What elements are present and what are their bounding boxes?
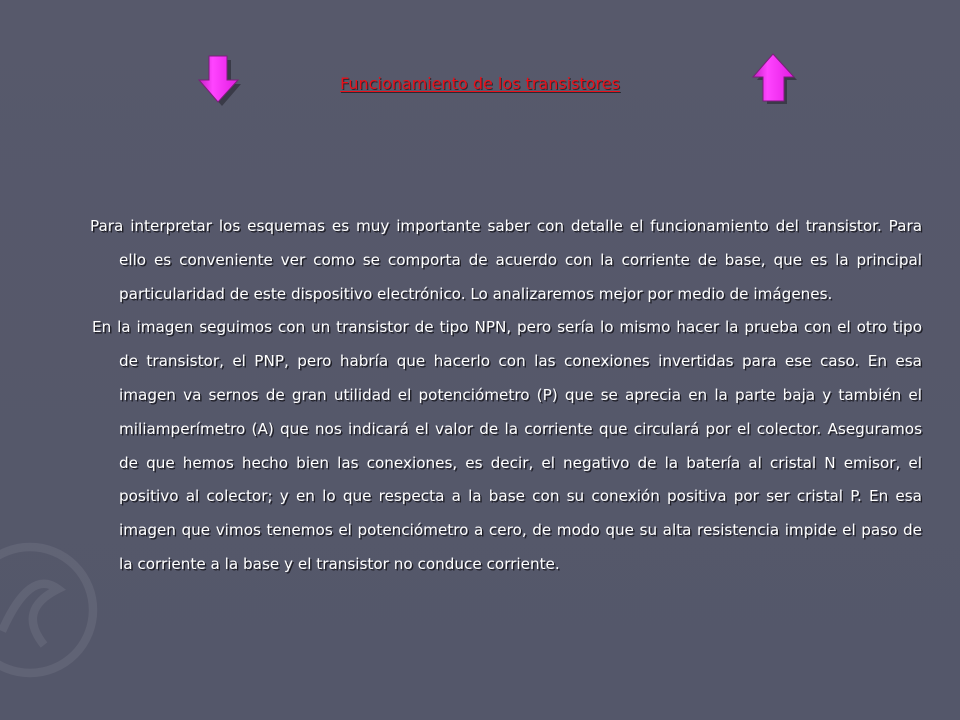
paragraph-npn-experiment: En la imagen seguimos con un transistor de tipo NPN, pero sería lo mismo hacer la prueba con el otro tipo de transistor, el PNP, pero habría que hacerlo con las conexiones invertidas para ese caso. En esa imagen va sernos de gran utilidad el potenciómetro (P) que se aprecia en la parte baja y también el miliamperímetro (A) que nos indicará el valor de la corriente que circulará por el colector. Aseguramos de que hemos hecho bien las conexiones, es decir, el negativo de la batería al cristal N emisor, el positivo al colector; y en lo que respecta a la base con su conexión positiva por ser cristal P. En esa imagen que vimos tenemos el potenciómetro a cero, de modo que su alta resistencia impide el paso de la corriente a la base y el transistor no conduce corriente. [92, 318, 922, 573]
next-slide-button[interactable] [752, 53, 798, 105]
paragraph-intro: Para interpretar los esquemas es muy importante saber con detalle el funcionamiento del transistor. Para ello es conveniente ver como se comporta de acuerdo con la corriente de base, que es la principal particularidad de este dispositivo electrónico. Lo analizaremos mejor por medio de imágenes. [90, 217, 922, 303]
slide-body [90, 210, 922, 582]
slide-title: Funcionamiento de los transistores [340, 74, 620, 93]
arrow-up-icon [752, 53, 798, 105]
background-watermark-icon [0, 540, 100, 680]
